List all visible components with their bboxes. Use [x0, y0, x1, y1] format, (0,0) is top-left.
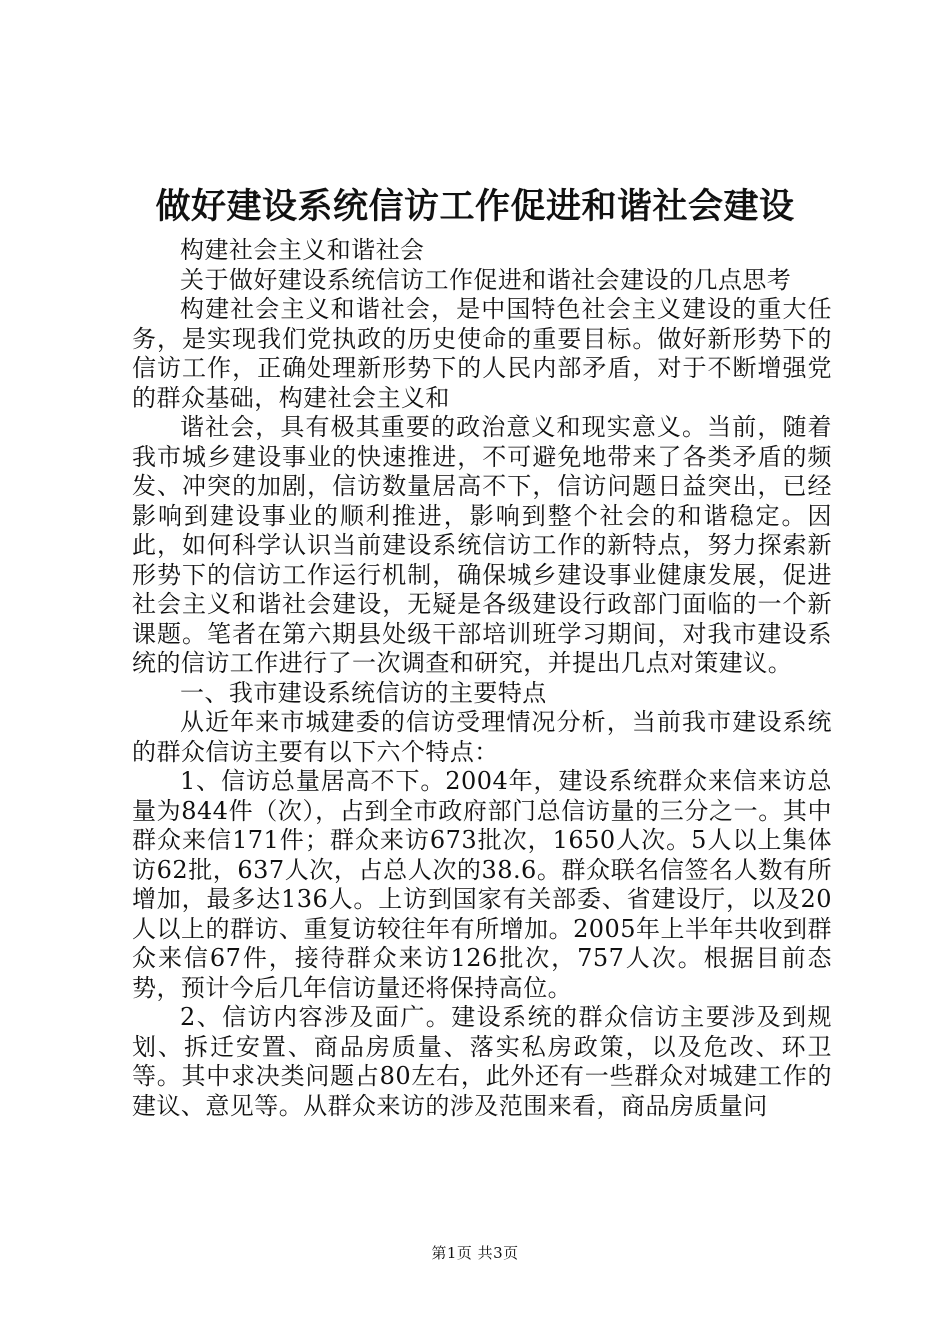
paragraph-subheading-1: 构建社会主义和谐社会 [180, 236, 425, 264]
paragraph-background: 谐社会，具有极其重要的政治意义和现实意义。当前，随着我市城乡建设事业的快速推进，不可避免地带来了各类矛盾的频发、冲突的加剧，信访数量居高不下，信访问题日益突出，已经影响到建设事业的顺利推进，影响到整个社会的和谐稳定。因此，如何科学认识当前建设系统信访工作的新特点，努力探索新形势下的信访工作运行机制，确保城乡建设事业健康发展，促进社会主义和谐社会建设，无疑是各级建设行政部门面临的一个新课题。笔者在第六期县处级干部培训班学习期间，对我市建设系统的信访工作进行了一次调查和研究，并提出几点对策建议。 [132, 413, 832, 677]
document-body [132, 236, 832, 1121]
paragraph-analysis: 从近年来市城建委的信访受理情况分析，当前我市建设系统的群众信访主要有以下六个特点： [132, 708, 832, 766]
section-heading-1: 一、我市建设系统信访的主要特点 [180, 678, 547, 707]
page-number-footer: 第1页 共3页 [431, 1244, 519, 1262]
paragraph-intro: 构建社会主义和谐社会，是中国特色社会主义建设的重大任务，是实现我们党执政的历史使命的重要目标。做好新形势下的信访工作，正确处理新形势下的人民内部矛盾，对于不断增强党的群众基础，构建社会主义和 [132, 295, 832, 412]
paragraph-point-1: 1、信访总量居高不下。2004年，建设系统群众来信来访总量为844件（次），占到全市政府部门总信访量的三分之一。其中群众来信171件；群众来访673批次，1650人次。5人以上集体访62批，637人次，占总人次的38.6。群众联名信签名人数有所增加，最多达136人。上访到国家有关部委、省建设厅，以及20人以上的群访、重复访较往年有所增加。2005年上半年共收到群众来信67件，接待群众来访126批次，757人次。根据目前态势，预计今后几年信访量还将保持高位。 [132, 767, 832, 1002]
paragraph-point-2: 2、信访内容涉及面广。建设系统的群众信访主要涉及到规划、拆迁安置、商品房质量、落实私房政策，以及危改、环卫等。其中求决类问题占80左右，此外还有一些群众对城建工作的建议、意见等。从群众来访的涉及范围来看，商品房质量问 [132, 1003, 832, 1120]
paragraph-subheading-2: 关于做好建设系统信访工作促进和谐社会建设的几点思考 [180, 265, 792, 294]
document-title: 做好建设系统信访工作促进和谐社会建设 [155, 186, 795, 227]
